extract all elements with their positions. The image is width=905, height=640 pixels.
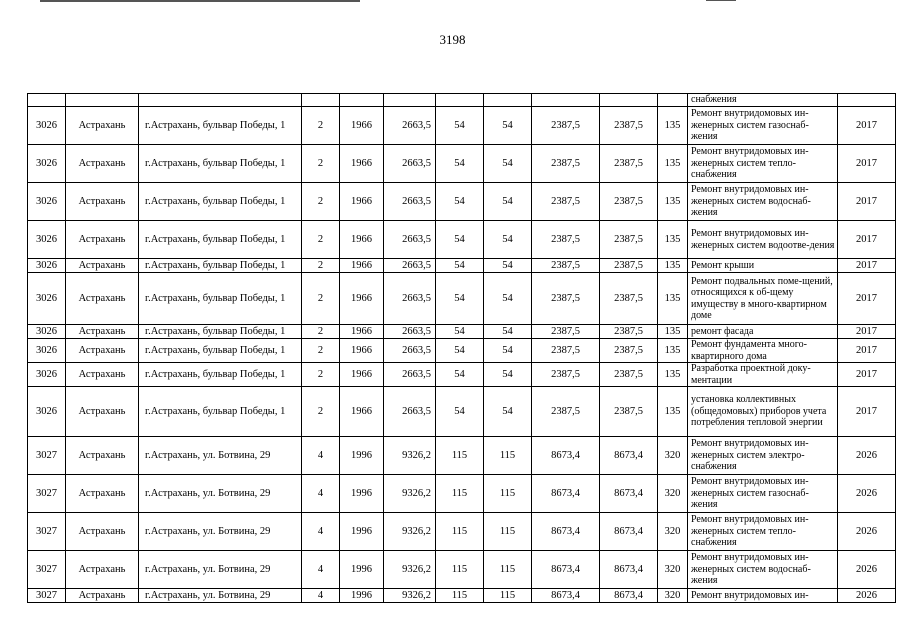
cell-address: г.Астрахань, бульвар Победы, 1 bbox=[139, 387, 302, 437]
cell-address: г.Астрахань, бульвар Победы, 1 bbox=[139, 145, 302, 183]
cell-residents: 320 bbox=[658, 475, 688, 513]
cell-count-1: 115 bbox=[436, 551, 484, 589]
cell-address: г.Астрахань, ул. Ботвина, 29 bbox=[139, 551, 302, 589]
cell-plan-year: 2026 bbox=[838, 551, 896, 589]
cell-city: Астрахань bbox=[66, 325, 139, 339]
cell-house-id: 3026 bbox=[28, 339, 66, 363]
cell-floors: 2 bbox=[302, 339, 340, 363]
cell-plan-year: 2017 bbox=[838, 387, 896, 437]
cell-house-id: 3027 bbox=[28, 513, 66, 551]
table-row-continuation bbox=[28, 94, 896, 107]
cell-count-2: 115 bbox=[484, 437, 532, 475]
cell-city: Астрахань bbox=[66, 145, 139, 183]
cell-address: г.Астрахань, бульвар Победы, 1 bbox=[139, 339, 302, 363]
cell-count-1: 54 bbox=[436, 183, 484, 221]
cell-count-2: 54 bbox=[484, 259, 532, 273]
cell-count-2: 115 bbox=[484, 475, 532, 513]
cell-area-b: 2387,5 bbox=[600, 387, 658, 437]
cell-residents: 320 bbox=[658, 437, 688, 475]
cell-work-type: Ремонт внутридомовых ин-женерных систем водоснаб-жения bbox=[688, 551, 838, 589]
cell-area-b: 8673,4 bbox=[600, 551, 658, 589]
cell-empty bbox=[66, 94, 139, 107]
cell-house-id: 3026 bbox=[28, 183, 66, 221]
cell-year: 1996 bbox=[340, 551, 384, 589]
cell-house-id: 3026 bbox=[28, 325, 66, 339]
cell-address: г.Астрахань, ул. Ботвина, 29 bbox=[139, 437, 302, 475]
cell-work-type: Ремонт внутридомовых ин-женерных систем электро-снабжения bbox=[688, 437, 838, 475]
cell-count-2: 54 bbox=[484, 325, 532, 339]
cell-address: г.Астрахань, бульвар Победы, 1 bbox=[139, 183, 302, 221]
top-scan-rule bbox=[706, 0, 736, 1]
cell-count-1: 54 bbox=[436, 387, 484, 437]
cell-count-1: 54 bbox=[436, 325, 484, 339]
cell-address: г.Астрахань, ул. Ботвина, 29 bbox=[139, 589, 302, 603]
cell-count-2: 115 bbox=[484, 513, 532, 551]
top-scan-rule bbox=[40, 0, 360, 2]
cell-work-type: ремонт фасада bbox=[688, 325, 838, 339]
cell-area-b: 8673,4 bbox=[600, 513, 658, 551]
cell-area-b: 2387,5 bbox=[600, 363, 658, 387]
cell-floors: 2 bbox=[302, 273, 340, 325]
cell-count-2: 54 bbox=[484, 339, 532, 363]
cell-work-type: установка коллективных (общедомовых) приборов учета потребления тепловой энергии bbox=[688, 387, 838, 437]
cell-plan-year: 2026 bbox=[838, 475, 896, 513]
cell-house-id: 3026 bbox=[28, 107, 66, 145]
cell-house-id: 3026 bbox=[28, 387, 66, 437]
cell-area-a: 2387,5 bbox=[532, 325, 600, 339]
cell-area-a: 2387,5 bbox=[532, 339, 600, 363]
cell-area-a: 2387,5 bbox=[532, 183, 600, 221]
cell-area-a: 2387,5 bbox=[532, 387, 600, 437]
cell-area-total: 9326,2 bbox=[384, 513, 436, 551]
cell-count-2: 115 bbox=[484, 589, 532, 603]
cell-count-1: 54 bbox=[436, 273, 484, 325]
table-row bbox=[28, 387, 896, 437]
cell-address: г.Астрахань, бульвар Победы, 1 bbox=[139, 363, 302, 387]
cell-area-total: 9326,2 bbox=[384, 475, 436, 513]
cell-area-total: 9326,2 bbox=[384, 437, 436, 475]
cell-work-type: снабжения bbox=[688, 94, 838, 107]
cell-area-b: 2387,5 bbox=[600, 339, 658, 363]
cell-plan-year: 2026 bbox=[838, 513, 896, 551]
cell-address: г.Астрахань, бульвар Победы, 1 bbox=[139, 107, 302, 145]
cell-work-type: Ремонт внутридомовых ин-женерных систем тепло-снабжения bbox=[688, 513, 838, 551]
cell-plan-year: 2017 bbox=[838, 325, 896, 339]
cell-residents: 135 bbox=[658, 325, 688, 339]
cell-area-a: 2387,5 bbox=[532, 221, 600, 259]
cell-residents: 320 bbox=[658, 589, 688, 603]
cell-empty bbox=[658, 94, 688, 107]
table-row bbox=[28, 589, 896, 603]
table-row bbox=[28, 513, 896, 551]
cell-address: г.Астрахань, бульвар Победы, 1 bbox=[139, 325, 302, 339]
cell-work-type: Разработка проектной доку-ментации bbox=[688, 363, 838, 387]
cell-count-2: 54 bbox=[484, 145, 532, 183]
cell-address: г.Астрахань, ул. Ботвина, 29 bbox=[139, 513, 302, 551]
cell-floors: 2 bbox=[302, 363, 340, 387]
cell-count-2: 54 bbox=[484, 107, 532, 145]
cell-city: Астрахань bbox=[66, 259, 139, 273]
cell-residents: 320 bbox=[658, 551, 688, 589]
cell-year: 1966 bbox=[340, 145, 384, 183]
cell-floors: 2 bbox=[302, 145, 340, 183]
cell-city: Астрахань bbox=[66, 221, 139, 259]
cell-empty bbox=[838, 94, 896, 107]
cell-area-total: 2663,5 bbox=[384, 221, 436, 259]
cell-floors: 2 bbox=[302, 107, 340, 145]
cell-floors: 2 bbox=[302, 221, 340, 259]
cell-floors: 4 bbox=[302, 551, 340, 589]
cell-residents: 135 bbox=[658, 339, 688, 363]
table-row bbox=[28, 107, 896, 145]
cell-house-id: 3027 bbox=[28, 589, 66, 603]
table-row bbox=[28, 475, 896, 513]
works-table bbox=[27, 93, 896, 603]
cell-plan-year: 2017 bbox=[838, 339, 896, 363]
cell-year: 1966 bbox=[340, 387, 384, 437]
cell-residents: 135 bbox=[658, 363, 688, 387]
cell-area-a: 2387,5 bbox=[532, 273, 600, 325]
cell-area-b: 8673,4 bbox=[600, 475, 658, 513]
cell-house-id: 3026 bbox=[28, 273, 66, 325]
table-row bbox=[28, 145, 896, 183]
cell-city: Астрахань bbox=[66, 475, 139, 513]
cell-count-1: 115 bbox=[436, 589, 484, 603]
cell-plan-year: 2017 bbox=[838, 221, 896, 259]
cell-floors: 4 bbox=[302, 475, 340, 513]
cell-house-id: 3027 bbox=[28, 475, 66, 513]
cell-plan-year: 2017 bbox=[838, 363, 896, 387]
cell-residents: 135 bbox=[658, 221, 688, 259]
cell-house-id: 3026 bbox=[28, 363, 66, 387]
cell-empty bbox=[600, 94, 658, 107]
cell-plan-year: 2017 bbox=[838, 183, 896, 221]
table-row bbox=[28, 259, 896, 273]
cell-empty bbox=[302, 94, 340, 107]
cell-house-id: 3026 bbox=[28, 145, 66, 183]
cell-area-total: 2663,5 bbox=[384, 107, 436, 145]
table-row bbox=[28, 363, 896, 387]
page-number: 3198 bbox=[439, 32, 466, 47]
cell-count-2: 54 bbox=[484, 273, 532, 325]
cell-plan-year: 2017 bbox=[838, 145, 896, 183]
cell-empty bbox=[484, 94, 532, 107]
cell-area-a: 8673,4 bbox=[532, 589, 600, 603]
table-row bbox=[28, 221, 896, 259]
cell-work-type: Ремонт внутридомовых ин-женерных систем газоснаб-жения bbox=[688, 475, 838, 513]
cell-address: г.Астрахань, бульвар Победы, 1 bbox=[139, 221, 302, 259]
cell-area-a: 8673,4 bbox=[532, 551, 600, 589]
cell-plan-year: 2026 bbox=[838, 437, 896, 475]
cell-area-total: 2663,5 bbox=[384, 339, 436, 363]
cell-area-b: 2387,5 bbox=[600, 183, 658, 221]
cell-area-b: 2387,5 bbox=[600, 259, 658, 273]
cell-year: 1966 bbox=[340, 107, 384, 145]
cell-count-1: 115 bbox=[436, 513, 484, 551]
cell-city: Астрахань bbox=[66, 513, 139, 551]
cell-count-1: 54 bbox=[436, 363, 484, 387]
cell-area-total: 9326,2 bbox=[384, 589, 436, 603]
cell-area-b: 2387,5 bbox=[600, 325, 658, 339]
cell-area-a: 8673,4 bbox=[532, 437, 600, 475]
cell-residents: 135 bbox=[658, 107, 688, 145]
table-row bbox=[28, 437, 896, 475]
cell-year: 1996 bbox=[340, 475, 384, 513]
cell-area-b: 8673,4 bbox=[600, 437, 658, 475]
cell-area-a: 8673,4 bbox=[532, 513, 600, 551]
cell-residents: 135 bbox=[658, 145, 688, 183]
cell-year: 1966 bbox=[340, 339, 384, 363]
cell-plan-year: 2017 bbox=[838, 259, 896, 273]
table-body bbox=[28, 94, 896, 603]
cell-year: 1966 bbox=[340, 259, 384, 273]
cell-empty bbox=[139, 94, 302, 107]
cell-work-type: Ремонт внутридомовых ин- bbox=[688, 589, 838, 603]
table-row bbox=[28, 325, 896, 339]
cell-address: г.Астрахань, бульвар Победы, 1 bbox=[139, 273, 302, 325]
cell-plan-year: 2026 bbox=[838, 589, 896, 603]
cell-year: 1996 bbox=[340, 513, 384, 551]
cell-address: г.Астрахань, бульвар Победы, 1 bbox=[139, 259, 302, 273]
cell-count-2: 54 bbox=[484, 363, 532, 387]
cell-residents: 135 bbox=[658, 273, 688, 325]
cell-year: 1966 bbox=[340, 325, 384, 339]
cell-plan-year: 2017 bbox=[838, 273, 896, 325]
cell-city: Астрахань bbox=[66, 339, 139, 363]
cell-floors: 2 bbox=[302, 183, 340, 221]
cell-area-b: 2387,5 bbox=[600, 145, 658, 183]
cell-count-1: 54 bbox=[436, 107, 484, 145]
cell-floors: 2 bbox=[302, 325, 340, 339]
cell-count-2: 54 bbox=[484, 221, 532, 259]
cell-area-total: 2663,5 bbox=[384, 273, 436, 325]
table-row bbox=[28, 339, 896, 363]
cell-area-total: 9326,2 bbox=[384, 551, 436, 589]
cell-residents: 135 bbox=[658, 259, 688, 273]
cell-count-2: 54 bbox=[484, 387, 532, 437]
cell-area-b: 2387,5 bbox=[600, 221, 658, 259]
cell-area-total: 2663,5 bbox=[384, 183, 436, 221]
cell-city: Астрахань bbox=[66, 363, 139, 387]
cell-work-type: Ремонт крыши bbox=[688, 259, 838, 273]
cell-year: 1996 bbox=[340, 437, 384, 475]
cell-count-1: 115 bbox=[436, 437, 484, 475]
cell-count-1: 115 bbox=[436, 475, 484, 513]
cell-count-1: 54 bbox=[436, 145, 484, 183]
cell-city: Астрахань bbox=[66, 107, 139, 145]
cell-plan-year: 2017 bbox=[838, 107, 896, 145]
cell-work-type: Ремонт внутридомовых ин-женерных систем газоснаб-жения bbox=[688, 107, 838, 145]
cell-area-b: 2387,5 bbox=[600, 273, 658, 325]
cell-work-type: Ремонт внутридомовых ин-женерных систем водоснаб-жения bbox=[688, 183, 838, 221]
cell-residents: 135 bbox=[658, 183, 688, 221]
cell-area-a: 2387,5 bbox=[532, 363, 600, 387]
cell-work-type: Ремонт внутридомовых ин-женерных систем водоотве-дения bbox=[688, 221, 838, 259]
cell-city: Астрахань bbox=[66, 183, 139, 221]
cell-work-type: Ремонт фундамента много-квартирного дома bbox=[688, 339, 838, 363]
cell-area-b: 8673,4 bbox=[600, 589, 658, 603]
cell-address: г.Астрахань, ул. Ботвина, 29 bbox=[139, 475, 302, 513]
cell-city: Астрахань bbox=[66, 589, 139, 603]
cell-year: 1996 bbox=[340, 589, 384, 603]
cell-floors: 4 bbox=[302, 589, 340, 603]
cell-house-id: 3026 bbox=[28, 259, 66, 273]
cell-count-1: 54 bbox=[436, 221, 484, 259]
cell-house-id: 3027 bbox=[28, 551, 66, 589]
table-row bbox=[28, 551, 896, 589]
cell-area-b: 2387,5 bbox=[600, 107, 658, 145]
cell-floors: 4 bbox=[302, 513, 340, 551]
cell-empty bbox=[532, 94, 600, 107]
cell-count-1: 54 bbox=[436, 259, 484, 273]
cell-house-id: 3027 bbox=[28, 437, 66, 475]
cell-residents: 135 bbox=[658, 387, 688, 437]
cell-area-a: 2387,5 bbox=[532, 145, 600, 183]
cell-floors: 2 bbox=[302, 259, 340, 273]
cell-empty bbox=[340, 94, 384, 107]
cell-floors: 2 bbox=[302, 387, 340, 437]
cell-city: Астрахань bbox=[66, 551, 139, 589]
cell-empty bbox=[436, 94, 484, 107]
cell-area-total: 2663,5 bbox=[384, 387, 436, 437]
cell-empty bbox=[384, 94, 436, 107]
cell-year: 1966 bbox=[340, 183, 384, 221]
cell-area-a: 2387,5 bbox=[532, 107, 600, 145]
cell-residents: 320 bbox=[658, 513, 688, 551]
cell-area-total: 2663,5 bbox=[384, 363, 436, 387]
cell-area-a: 8673,4 bbox=[532, 475, 600, 513]
cell-floors: 4 bbox=[302, 437, 340, 475]
cell-city: Астрахань bbox=[66, 437, 139, 475]
cell-count-2: 54 bbox=[484, 183, 532, 221]
cell-count-1: 54 bbox=[436, 339, 484, 363]
cell-count-2: 115 bbox=[484, 551, 532, 589]
cell-year: 1966 bbox=[340, 363, 384, 387]
cell-year: 1966 bbox=[340, 273, 384, 325]
cell-area-total: 2663,5 bbox=[384, 325, 436, 339]
cell-area-a: 2387,5 bbox=[532, 259, 600, 273]
table-row bbox=[28, 183, 896, 221]
cell-empty bbox=[28, 94, 66, 107]
cell-city: Астрахань bbox=[66, 387, 139, 437]
cell-year: 1966 bbox=[340, 221, 384, 259]
table-row bbox=[28, 273, 896, 325]
cell-work-type: Ремонт подвальных поме-щений, относящихся к об-щему имуществу в много-квартирном доме bbox=[688, 273, 838, 325]
cell-work-type: Ремонт внутридомовых ин-женерных систем тепло-снабжения bbox=[688, 145, 838, 183]
cell-area-total: 2663,5 bbox=[384, 145, 436, 183]
cell-city: Астрахань bbox=[66, 273, 139, 325]
cell-area-total: 2663,5 bbox=[384, 259, 436, 273]
cell-house-id: 3026 bbox=[28, 221, 66, 259]
